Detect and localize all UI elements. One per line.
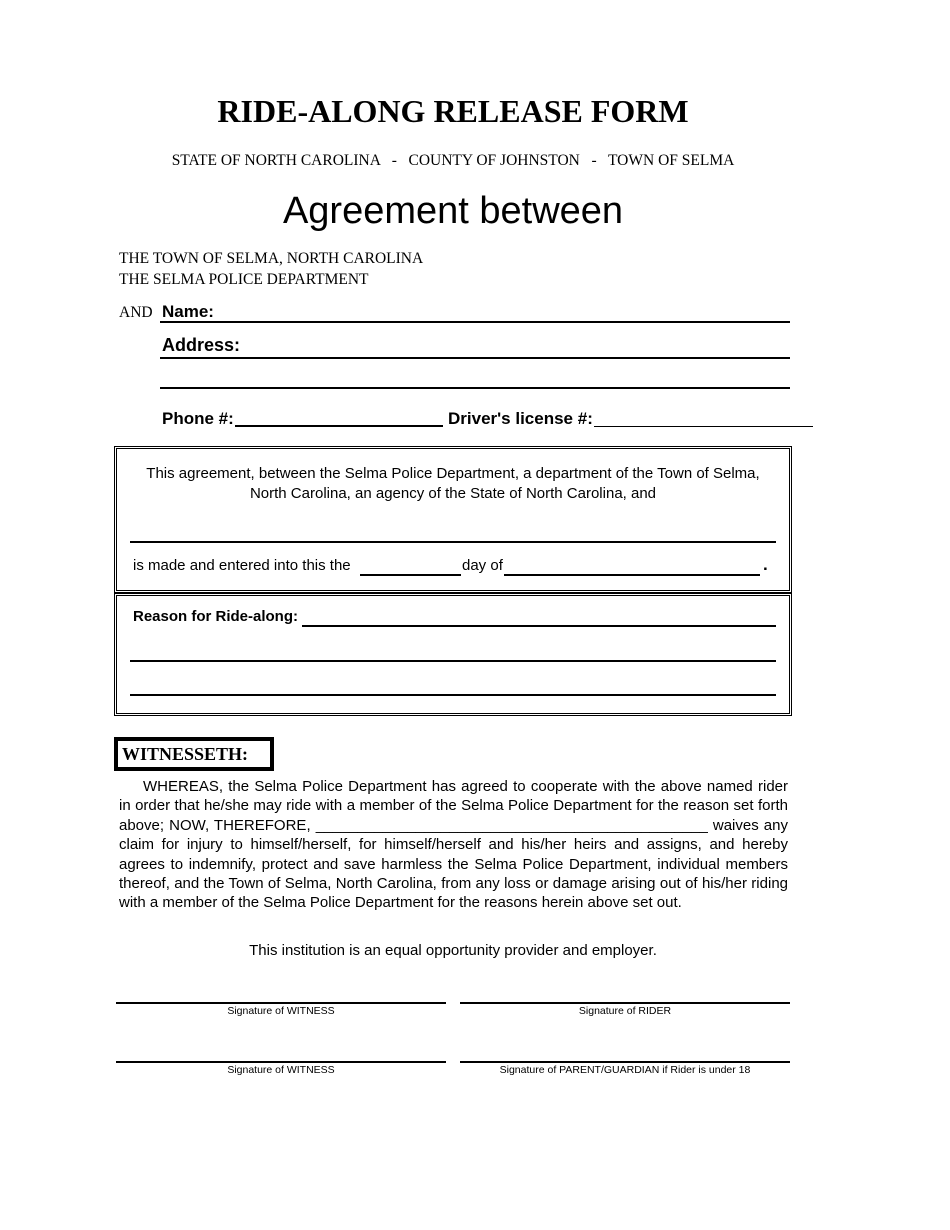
- month-field[interactable]: [504, 574, 760, 576]
- witness2-caption: Signature of WITNESS: [227, 1064, 335, 1076]
- reason-line2-field[interactable]: [130, 660, 776, 662]
- address-field[interactable]: [160, 357, 790, 359]
- entered-text: is made and entered into this the: [133, 557, 351, 574]
- name-field[interactable]: [160, 321, 790, 323]
- address-label: Address:: [162, 335, 241, 355]
- license-field[interactable]: [594, 426, 813, 427]
- name-label: Name:: [162, 302, 214, 321]
- rider-caption: Signature of RIDER: [578, 1005, 672, 1017]
- party-town: THE TOWN OF SELMA, NORTH CAROLINA: [119, 250, 424, 267]
- equal-opportunity-statement: This institution is an equal opportunity provider and employer.: [249, 942, 657, 959]
- witness1-signature-line[interactable]: [116, 1002, 446, 1004]
- reason-line1-field[interactable]: [302, 625, 776, 627]
- and-label: AND: [119, 304, 153, 321]
- party-department: THE SELMA POLICE DEPARTMENT: [119, 271, 369, 288]
- reason-line3-field[interactable]: [130, 694, 776, 696]
- guardian-caption: Signature of PARENT/GUARDIAN if Rider is under 18: [499, 1064, 751, 1076]
- guardian-signature-line[interactable]: [460, 1061, 790, 1063]
- witness1-caption: Signature of WITNESS: [227, 1005, 335, 1017]
- agreement-text: This agreement, between the Selma Police Department, a department of the Town of Selma, North Carolina, an agency of the State of North Carolina, and: [146, 465, 760, 502]
- jurisdiction-line: STATE OF NORTH CAROLINA - COUNTY OF JOHNSTON - TOWN OF SELMA: [171, 152, 735, 169]
- witnesseth-body: [119, 777, 788, 913]
- form-title: RIDE-ALONG RELEASE FORM: [217, 93, 689, 129]
- rider-signature-line[interactable]: [460, 1002, 790, 1004]
- witnesseth-label: WITNESSETH:: [114, 737, 274, 771]
- reason-label: Reason for Ride-along:: [133, 608, 299, 625]
- witnesseth-body-text: WHEREAS, the Selma Police Department has agreed to cooperate with the above named rider in order that he/she may ride with a member of the Selma Police Department for the reason set forth above; NOW, THEREFORE, _______________________________________________ waives any claim for injury to himself/herself, for himself/herself and his/her heirs and assigns, and hereby agrees to indemnify, protect and save harmless the Selma Police Department, individual members thereof, and the Town of Selma, North Carolina, from any loss or damage arising out of his/her riding with a member of the Selma Police Department for the reasons herein above set out.: [119, 778, 788, 912]
- day-of-text: day of: [462, 557, 503, 574]
- agreement-heading: Agreement between: [282, 190, 624, 232]
- agreement-party-field[interactable]: [130, 541, 776, 543]
- witness2-signature-line[interactable]: [116, 1061, 446, 1063]
- phone-label: Phone #:: [162, 409, 234, 428]
- license-label: Driver's license #:: [448, 409, 593, 428]
- phone-field[interactable]: [235, 425, 443, 427]
- day-field[interactable]: [360, 574, 461, 576]
- address-line2-field[interactable]: [160, 387, 790, 389]
- period: .: [763, 555, 768, 574]
